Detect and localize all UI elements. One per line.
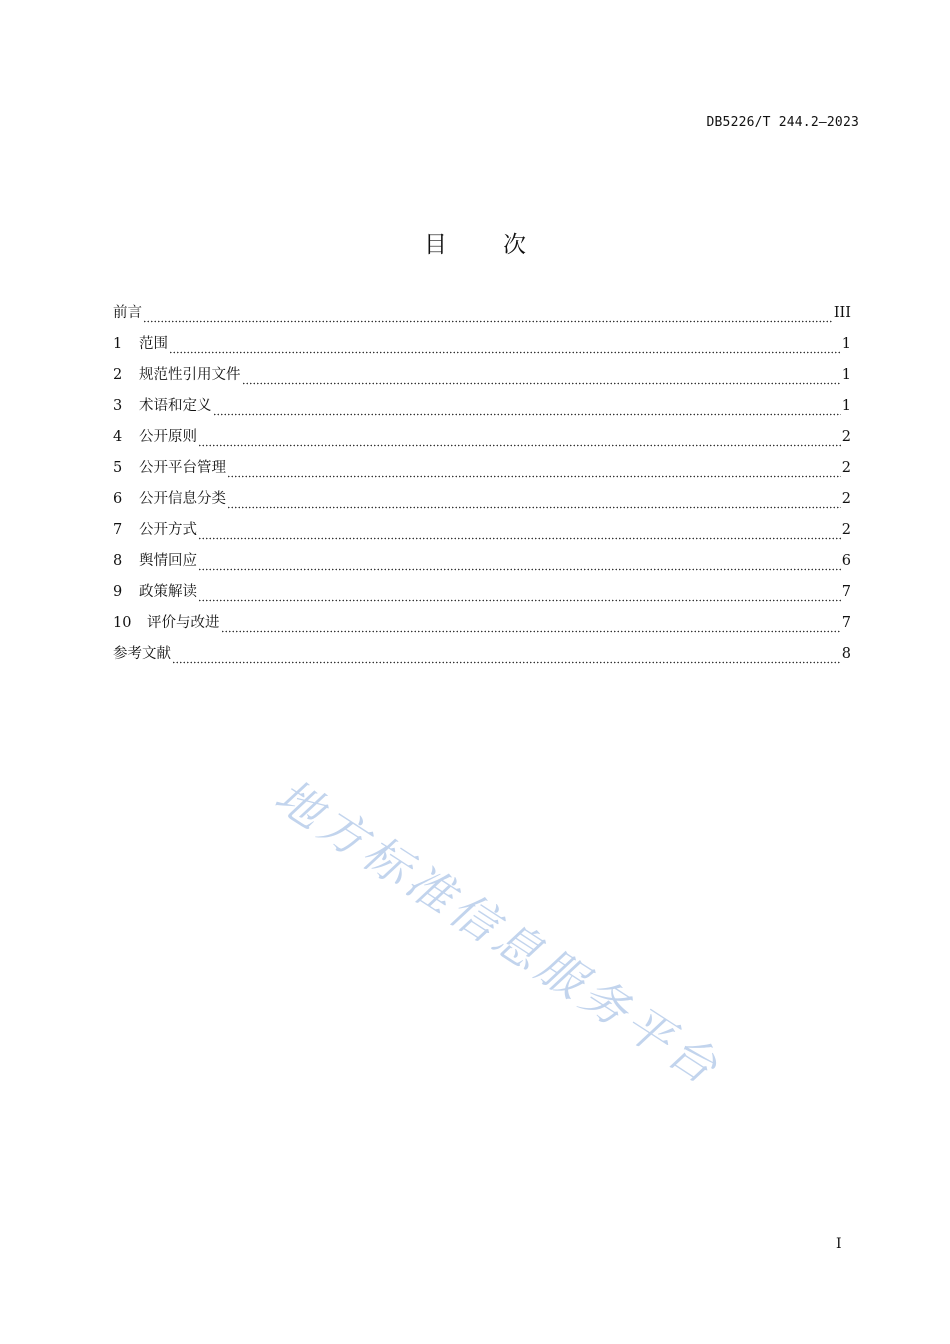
toc-entry-principles[interactable]	[113, 424, 851, 455]
toc-title: 目次	[424, 232, 582, 258]
toc-entry-label: 公开信息分类	[139, 491, 226, 507]
dot-leader	[172, 654, 841, 664]
toc-entry-page: 7	[841, 584, 851, 600]
toc-entry-normative-references[interactable]	[113, 362, 851, 393]
toc-entry-page: 2	[841, 460, 851, 476]
toc-entry-number: 5	[113, 460, 123, 476]
dot-leader	[227, 499, 841, 509]
toc-entry-page: 7	[841, 615, 851, 631]
toc-entry-number: 4	[113, 429, 123, 445]
toc-entry-label: 舆情回应	[139, 553, 197, 569]
toc-entry-number: 6	[113, 491, 123, 507]
dot-leader	[198, 592, 841, 602]
toc-entry-label: 公开平台管理	[139, 460, 226, 476]
dot-leader	[198, 530, 841, 540]
toc-entry-policy-interpretation[interactable]	[113, 579, 851, 610]
page-number: I	[836, 1236, 842, 1252]
dot-leader	[221, 623, 841, 633]
toc-entry-platform-management[interactable]	[113, 455, 851, 486]
dot-leader	[143, 313, 833, 323]
toc-entry-label: 术语和定义	[139, 398, 212, 414]
toc-entry-number: 2	[113, 367, 123, 383]
toc-entry-page: 6	[841, 553, 851, 569]
toc-entry-number: 8	[113, 553, 123, 569]
toc-entry-scope[interactable]	[113, 331, 851, 362]
dot-leader	[198, 561, 841, 571]
toc-entry-foreword[interactable]	[113, 300, 851, 331]
toc-entry-number: 10	[113, 615, 132, 631]
toc-entry-page: 2	[841, 429, 851, 445]
toc-entry-number: 9	[113, 584, 123, 600]
toc-entry-label: 公开原则	[139, 429, 197, 445]
toc-entry-evaluation-improvement[interactable]	[113, 610, 851, 641]
watermark: 地方标准信息服务平台	[265, 768, 732, 1097]
dot-leader	[169, 344, 841, 354]
toc-entry-label: 参考文献	[113, 646, 171, 662]
toc-entry-page: 8	[841, 646, 851, 662]
toc-entry-disclosure-methods[interactable]	[113, 517, 851, 548]
dot-leader	[227, 468, 841, 478]
toc-entry-label: 规范性引用文件	[139, 367, 241, 383]
dot-leader	[198, 437, 841, 447]
standard-code: DB5226/T 244.2—2023	[706, 115, 859, 130]
toc-entry-number: 3	[113, 398, 123, 414]
toc-entry-label: 范围	[139, 336, 168, 352]
toc-entry-label: 评价与改进	[147, 615, 220, 631]
toc-entry-page: 1	[841, 398, 851, 414]
toc-entry-number: 1	[113, 336, 123, 352]
toc-entry-page: 1	[841, 336, 851, 352]
toc-entry-page: 1	[841, 367, 851, 383]
toc-entry-page: 2	[841, 522, 851, 538]
toc-entry-information-classification[interactable]	[113, 486, 851, 517]
toc-entry-page: 2	[841, 491, 851, 507]
toc-entry-label: 前言	[113, 305, 142, 321]
toc-entry-terms-definitions[interactable]	[113, 393, 851, 424]
toc-entry-page: III	[833, 305, 851, 321]
toc-entry-bibliography[interactable]	[113, 641, 851, 672]
dot-leader	[242, 375, 841, 385]
toc-entry-number: 7	[113, 522, 123, 538]
toc-entry-label: 政策解读	[139, 584, 197, 600]
toc-entry-label: 公开方式	[139, 522, 197, 538]
table-of-contents	[113, 300, 851, 672]
dot-leader	[213, 406, 841, 416]
toc-entry-public-opinion[interactable]	[113, 548, 851, 579]
